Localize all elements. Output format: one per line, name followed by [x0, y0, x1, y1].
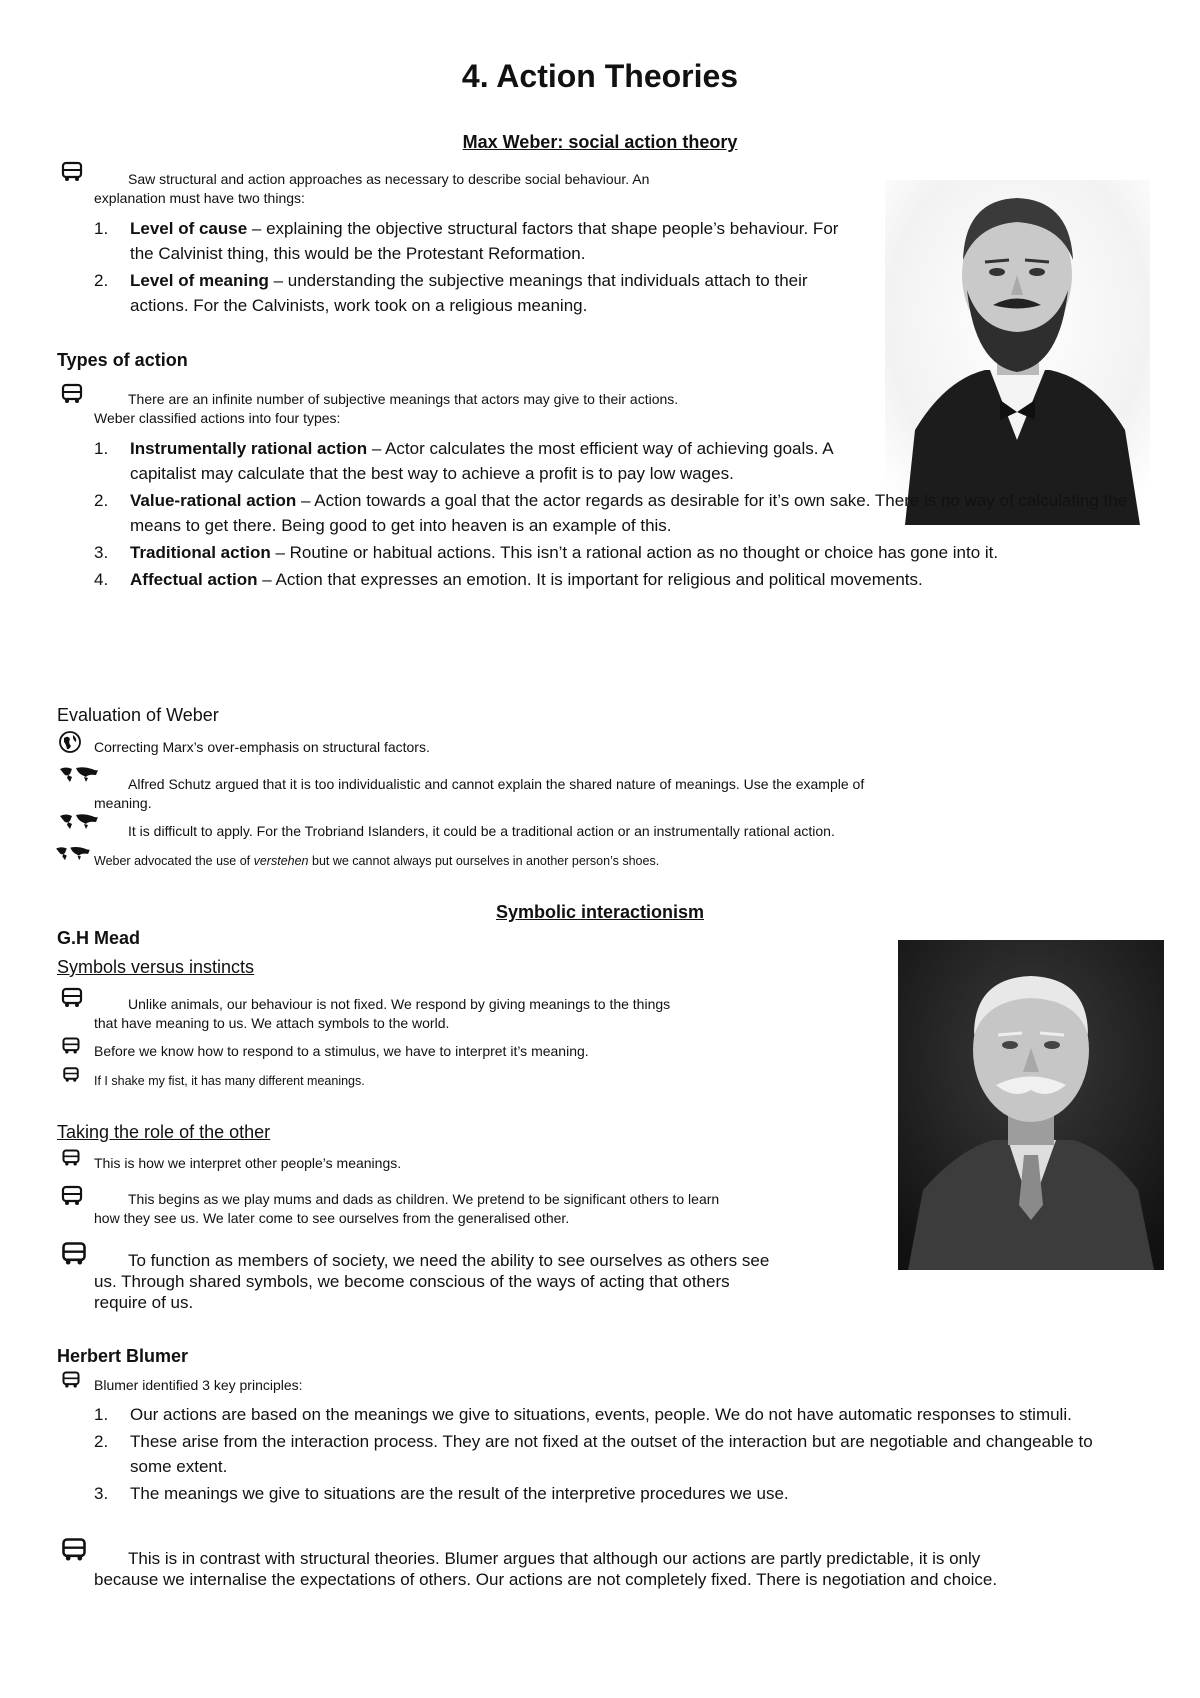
- bus-icon: [61, 1148, 81, 1168]
- list-item: 1. Our actions are based on the meanings we give to situations, events, people. We do not have automatic responses to stimuli.: [94, 1405, 1072, 1424]
- principles-list: [94, 1402, 1134, 1508]
- bus-icon: [60, 160, 84, 184]
- list-item: 3. Traditional action – Routine or habitual actions. This isn’t a rational action as no thought or choice has gone into it.: [94, 543, 999, 562]
- blumer-intro: Blumer identified 3 key principles:: [94, 1377, 303, 1393]
- sym-point-2: Before we know how to respond to a stimulus, we have to interpret it’s meaning.: [94, 1043, 589, 1059]
- si-heading: Symbolic interactionism: [495, 902, 705, 922]
- bus-icon: [61, 1036, 81, 1056]
- eval-heading: Evaluation of Weber: [57, 705, 219, 725]
- bus-icon: [62, 1066, 80, 1084]
- role-heading: Taking the role of the other: [57, 1122, 271, 1142]
- list-item: 2. Level of meaning – understanding the subjective meanings that individuals attach to their actions. For the Calvinists, work took on a religious meaning.: [94, 271, 808, 315]
- list-item: 2. These arise from the interaction process. They are not fixed at the outset of the interaction but are negotiable and changeable to some extent.: [94, 1432, 1093, 1476]
- sym-point-1: Unlike animals, our behaviour is not fixed. We respond by giving meanings to the things that have meaning to us. We attach symbols to the world.: [94, 996, 671, 1031]
- list-item: 1. Level of cause – explaining the objective structural factors that shape people’s behaviour. For the Calvinist thing, this would be the Protestant Reformation.: [94, 219, 839, 263]
- types-list: [94, 436, 1149, 594]
- world-map-icon: [54, 845, 92, 861]
- bus-icon: [60, 1240, 88, 1268]
- bus-icon: [60, 1536, 88, 1564]
- list-item: 1. Instrumentally rational action – Actor calculates the most efficient way of achieving goals. A capitalist may calculate that the best way to achieve a profit is to pay low wages.: [94, 439, 833, 483]
- list-item: 4. Affectual action – Action that expresses an emotion. It is important for religious and political movements.: [94, 570, 923, 589]
- list-item: 2. Value-rational action – Action towards a goal that the actor regards as desirable for it’s own sake. There is no way of calculating the means to get there. Being good to get into heaven is an example of this.: [94, 491, 1128, 535]
- bus-icon: [60, 1184, 84, 1208]
- symbols-heading: Symbols versus instincts: [57, 957, 255, 977]
- weber-levels-list: [94, 216, 844, 320]
- globe-icon: [58, 730, 82, 754]
- bus-icon: [61, 1370, 81, 1390]
- mead-heading: G.H Mead: [57, 928, 141, 948]
- contrast-point: This is in contrast with structural theories. Blumer argues that although our actions are partly predictable, it is only because we internalise the expectations of others. Our actions are not completely fixed. There is negotiation and choice.: [94, 1549, 998, 1589]
- types-heading: Types of action: [57, 350, 188, 370]
- bus-icon: [60, 382, 84, 406]
- eval-point-4: Weber advocated the use of verstehen but we cannot always put ourselves in another person’s shoes.: [94, 854, 660, 868]
- blumer-heading: Herbert Blumer: [57, 1346, 189, 1366]
- role-point-3: To function as members of society, we need the ability to see ourselves as others see us. Through shared symbols, we become conscious of the ways of acting that others require of us.: [94, 1251, 770, 1312]
- weber-heading: Max Weber: social action theory: [462, 132, 738, 152]
- eval-point-3: It is difficult to apply. For the Trobriand Islanders, it could be a traditional action or an instrumentally rational action.: [128, 823, 835, 839]
- bus-icon: [60, 986, 84, 1010]
- eval-point-2: Alfred Schutz argued that it is too individualistic and cannot explain the shared nature of meanings. Use the example of meaning.: [94, 776, 865, 811]
- sym-point-3: If I shake my fist, it has many different meanings.: [94, 1074, 365, 1088]
- eval-point-1: Correcting Marx’s over-emphasis on structural factors.: [94, 739, 430, 755]
- page-title: 4. Action Theories: [461, 58, 739, 94]
- types-intro: There are an infinite number of subjective meanings that actors may give to their actions. Weber classified actions into four types:: [94, 391, 679, 426]
- role-point-2: This begins as we play mums and dads as children. We pretend to be significant others to learn how they see us. We later come to see ourselves from the generalised other.: [94, 1191, 720, 1226]
- weber-intro: Saw structural and action approaches as necessary to describe social behaviour. An explanation must have two things:: [94, 171, 650, 206]
- list-item: 3. The meanings we give to situations are the result of the interpretive procedures we use.: [94, 1484, 789, 1503]
- mead-portrait: [898, 940, 1164, 1270]
- role-point-1: This is how we interpret other people’s meanings.: [94, 1155, 402, 1171]
